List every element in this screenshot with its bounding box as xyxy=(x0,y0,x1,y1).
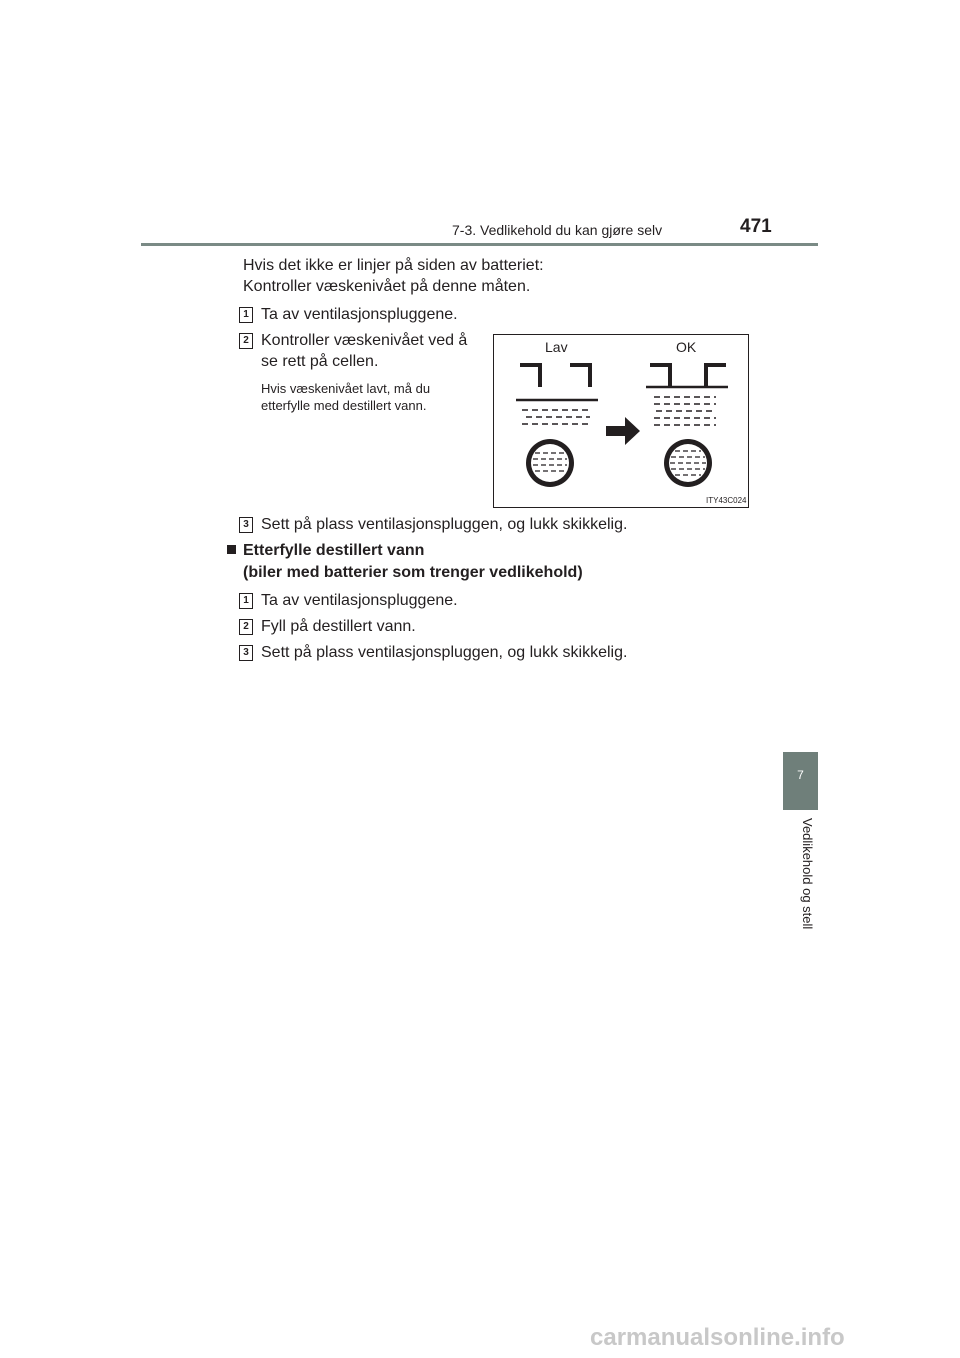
step-number-box: 1 xyxy=(239,593,253,609)
step-text: Sett på plass ventilasjonspluggen, og lukk skikkelig. xyxy=(261,516,628,533)
step-note: etterfylle med destillert vann. xyxy=(261,398,427,413)
intro-line-1: Hvis det ikke er linjer på siden av batteriet: xyxy=(243,257,544,274)
figure-code: ITY43C024 xyxy=(706,496,747,505)
section-title: 7-3. Vedlikehold du kan gjøre selv xyxy=(452,222,663,238)
step-text: Ta av ventilasjonspluggene. xyxy=(261,592,458,609)
chapter-title: Vedlikehold og stell xyxy=(800,818,815,930)
battery-cell-ok-icon xyxy=(646,365,728,487)
step-number-box: 3 xyxy=(239,517,253,533)
section-bullet-icon xyxy=(227,545,236,554)
page-number: 471 xyxy=(740,216,772,237)
battery-level-drawing xyxy=(494,335,748,507)
step-note: Hvis væskenivået lavt, må du xyxy=(261,381,431,396)
arrow-right-icon xyxy=(606,417,640,445)
watermark: carmanualsonline.info xyxy=(590,1324,845,1351)
step-text: Kontroller væskenivået ved å xyxy=(261,332,468,349)
section-heading: (biler med batterier som trenger vedlikehold) xyxy=(243,564,583,581)
step-text: Sett på plass ventilasjonspluggen, og lukk skikkelig. xyxy=(261,644,628,661)
intro-line-2: Kontroller væskenivået på denne måten. xyxy=(243,278,531,295)
step-number-box: 3 xyxy=(239,645,253,661)
step-text: se rett på cellen. xyxy=(261,353,379,370)
figure-label-ok: OK xyxy=(676,339,697,355)
chapter-number: 7 xyxy=(797,768,804,782)
step-number-box: 1 xyxy=(239,307,253,323)
step-number-box: 2 xyxy=(239,619,253,635)
header-divider xyxy=(141,243,818,246)
figure-label-low: Lav xyxy=(545,339,568,355)
battery-cell-low-icon xyxy=(516,365,598,487)
battery-level-figure xyxy=(493,334,749,508)
step-number-box: 2 xyxy=(239,333,253,349)
step-text: Fyll på destillert vann. xyxy=(261,618,416,635)
step-text: Ta av ventilasjonspluggene. xyxy=(261,306,458,323)
section-heading: Etterfylle destillert vann xyxy=(243,542,425,559)
